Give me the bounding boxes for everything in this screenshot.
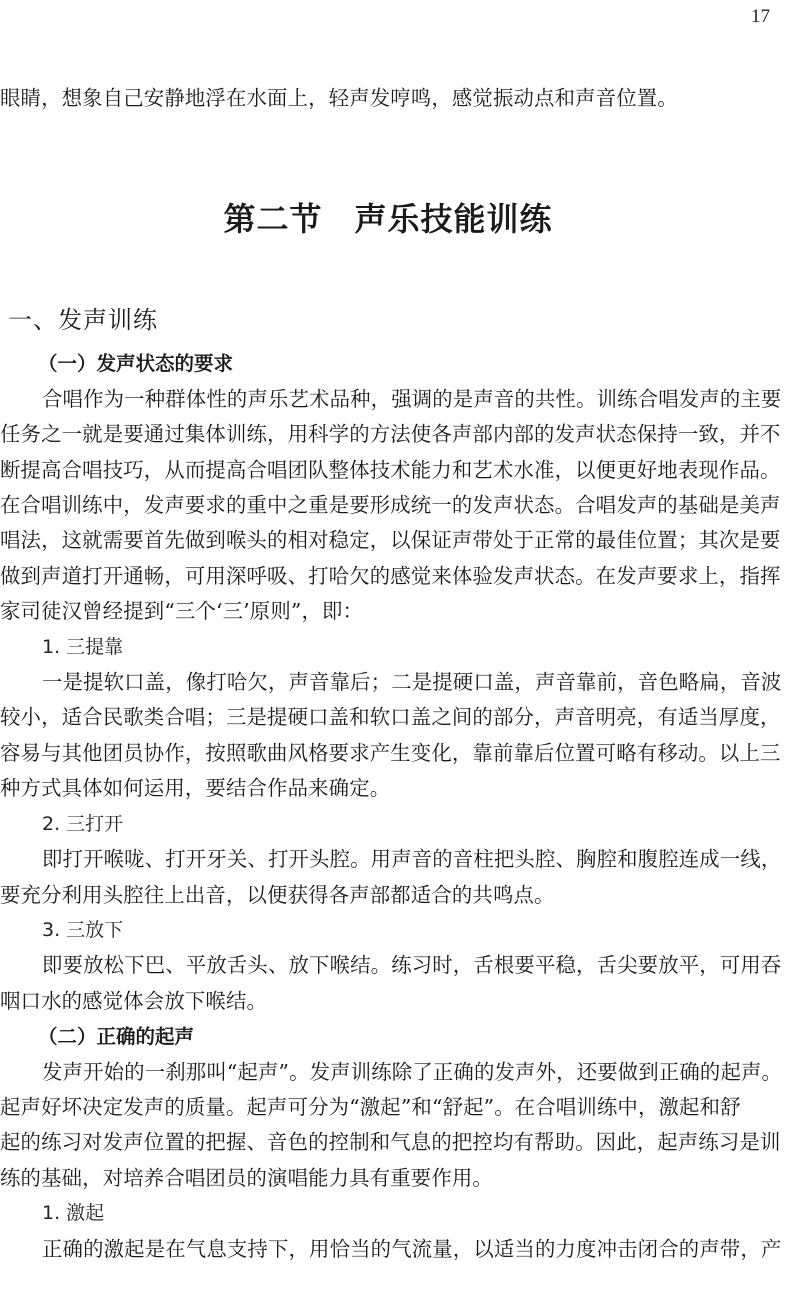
item-heading-three-opens: 2. 三打开 (42, 812, 124, 835)
page-number: 17 (751, 6, 770, 27)
text-line: 咽口水的感觉体会放下喉结。 (0, 988, 268, 1013)
text-line: 发声开始的一刹那叫“起声”。发声训练除了正确的发声外，还要做到正确的起声。 (42, 1059, 783, 1084)
text-line: 较小，适合民歌类合唱；三是提硬口盖和软口盖之间的部分，声音明亮，有适当厚度， (0, 705, 781, 730)
text-line: 眼睛，想象自己安静地浮在水面上，轻声发哼鸣，感觉振动点和声音位置。 (0, 86, 678, 110)
paragraph-three-lowers (0, 948, 782, 1019)
text-line: 唱法，这就需要首先做到喉头的相对稳定，以保证声带处于正常的最佳位置；其次是要 (0, 528, 781, 553)
text-line: 要充分利用头腔往上出音，以便获得各声部都适合的共鸣点。 (0, 882, 555, 907)
text-line: 家司徒汉曾经提到“三个‘三’原则”，即： (0, 599, 364, 624)
text-line: 在合唱训练中，发声要求的重中之重是要形成统一的发声状态。合唱发声的基础是美声 (0, 493, 781, 518)
text-line: 练的基础，对培养合唱团员的演唱能力具有重要作用。 (0, 1165, 493, 1190)
text-line: 即要放松下巴、平放舌头、放下喉结。练习时，舌根要平稳，舌尖要放平，可用吞 (42, 953, 782, 978)
subheading-vocal-state: （一）发声状态的要求 (38, 352, 234, 376)
text-line: 一是提软口盖，像打哈欠，声音靠后；二是提硬口盖，声音靠前，音色略扁，音波 (42, 670, 782, 695)
text-line: 合唱作为一种群体性的声乐艺术品种，强调的是声音的共性。训练合唱发声的主要 (42, 386, 782, 411)
text-line: 起声好坏决定发声的质量。起声可分为“激起”和“舒起”。在合唱训练中，激起和舒 (0, 1094, 741, 1119)
carryover-paragraph (0, 81, 776, 116)
item-heading-three-lowers: 3. 三放下 (42, 918, 124, 941)
section-number: 第二节 (223, 200, 323, 239)
paragraph-vocal-state (0, 382, 782, 630)
section-name: 声乐技能训练 (354, 200, 553, 239)
heading-voice-training: 一、发声训练 (8, 306, 158, 335)
item-heading-hard-onset: 1. 激起 (42, 1202, 105, 1225)
paragraph-three-opens (0, 842, 782, 913)
paragraph-correct-onset (0, 1055, 783, 1197)
page-content (0, 81, 783, 1267)
text-line: 即打开喉咙、打开牙关、打开头腔。用声音的音柱把头腔、胸腔和腹腔连成一线， (42, 847, 782, 872)
subheading-correct-onset: （二）正确的起声 (38, 1025, 195, 1049)
section-title (0, 195, 776, 243)
text-line: 做到声道打开通畅，可用深呼吸、打哈欠的感觉来体验发声状态。在发声要求上，指挥 (0, 563, 781, 588)
text-line: 容易与其他团员协作，按照歌曲风格要求产生变化，靠前靠后位置可略有移动。以上三 (0, 740, 781, 765)
item-heading-three-lifts: 1. 三提靠 (42, 635, 124, 658)
paragraph-hard-onset (0, 1232, 782, 1267)
text-line: 正确的激起是在气息支持下，用恰当的气流量，以适当的力度冲击闭合的声带，产 (42, 1236, 782, 1261)
text-line: 种方式具体如何运用，要结合作品来确定。 (0, 776, 391, 801)
text-line: 起的练习对发声位置的把握、音色的控制和气息的把控均有帮助。因此，起声练习是训 (0, 1130, 781, 1155)
text-line: 断提高合唱技巧，从而提高合唱团队整体技术能力和艺术水准，以便更好地表现作品。 (0, 457, 781, 482)
text-line: 任务之一就是要通过集体训练，用科学的方法使各声部内部的发声状态保持一致，并不 (0, 422, 781, 447)
paragraph-three-lifts (0, 665, 782, 807)
